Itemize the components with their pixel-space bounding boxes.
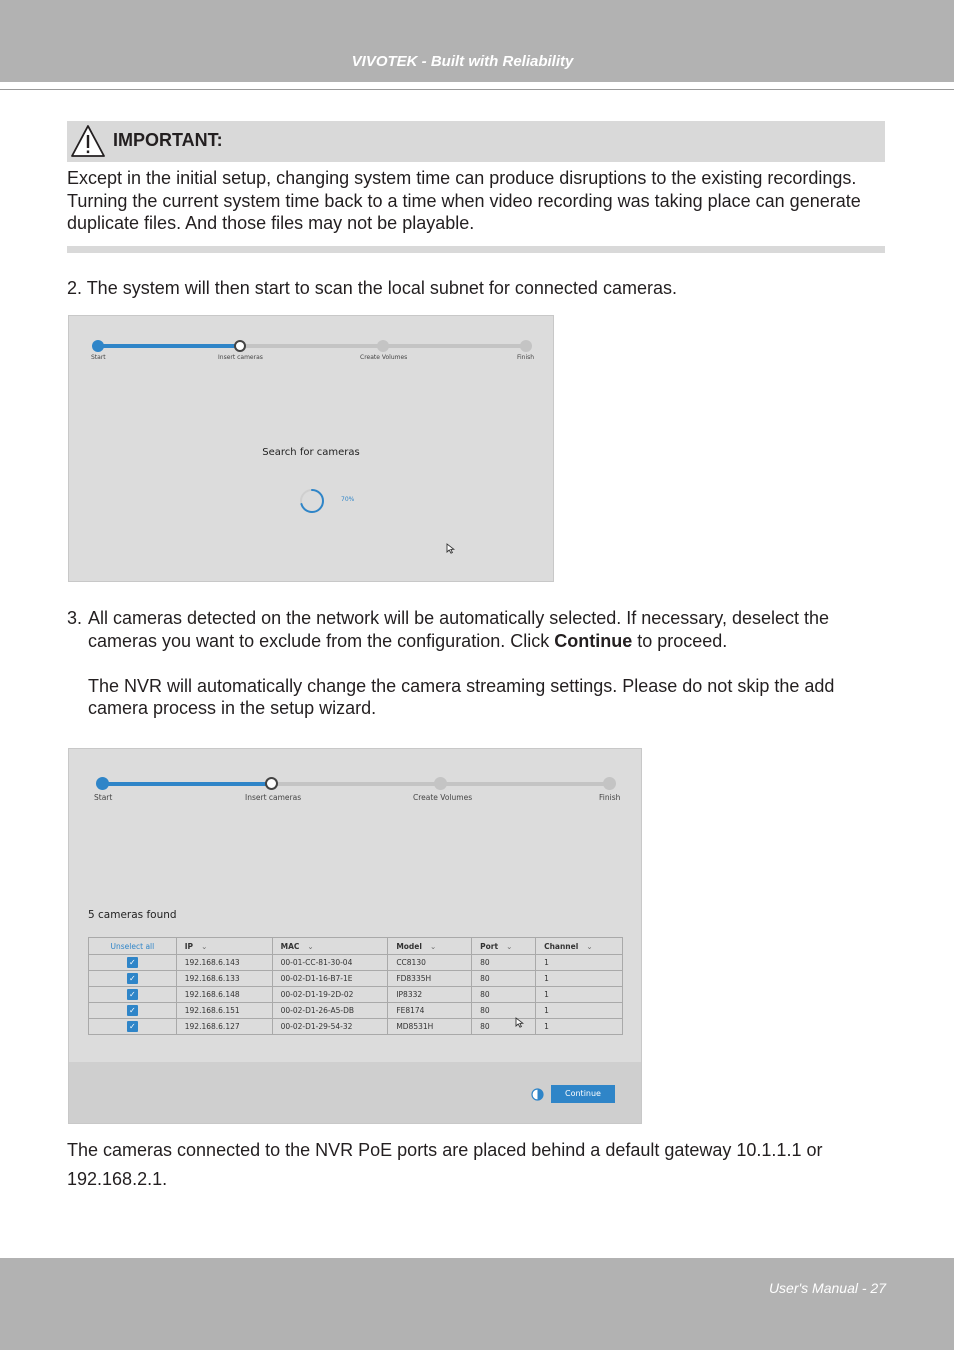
step-label-finish: Finish [599, 793, 621, 802]
table-row [89, 1003, 623, 1019]
step-3-line-1: All cameras detected on the network will be automatically selected. If necessary, deselect the [88, 608, 830, 628]
cell-ip: 192.168.6.148 [176, 987, 272, 1003]
step-dot-finish [520, 340, 532, 352]
column-header-port-label: Port [480, 941, 499, 951]
row-select-cell [89, 1019, 177, 1035]
cell-port: 80 [472, 1003, 536, 1019]
row-select-cell [89, 987, 177, 1003]
warning-icon [70, 123, 106, 159]
cell-mac: 00-01-CC-81-30-04 [272, 955, 388, 971]
table-header-row [89, 938, 623, 955]
chevron-down-icon: ⌄ [307, 941, 314, 951]
step-dot-finish [603, 777, 616, 790]
table-row [89, 955, 623, 971]
step-3-note-line-2: camera process in the setup wizard. [88, 698, 377, 718]
column-header-channel[interactable] [536, 938, 623, 955]
wizard-progress [96, 344, 239, 348]
step-dot-insert-cameras [234, 340, 246, 352]
cell-channel: 1 [536, 1003, 623, 1019]
cell-port: 80 [472, 1019, 536, 1035]
table-row [89, 971, 623, 987]
step-dot-start [92, 340, 104, 352]
mouse-cursor-icon [446, 543, 456, 554]
important-text: Except in the initial setup, changing system time can produce disruptions to the existing recordings. Turning the current system time back to a time when video recording was taking place can generate duplicate files. And those files may not be playable. [67, 168, 861, 233]
unselect-all-link[interactable]: Unselect all [89, 938, 177, 955]
search-cameras-label: Search for cameras [262, 447, 360, 458]
continue-button[interactable]: Continue [551, 1085, 615, 1103]
step-label-insert-cameras: Insert cameras [218, 354, 263, 361]
cell-ip: 192.168.6.151 [176, 1003, 272, 1019]
cell-mac: 00-02-D1-26-A5-DB [272, 1003, 388, 1019]
column-header-channel-label: Channel [544, 941, 579, 951]
important-end-bar [67, 246, 885, 253]
chevron-down-icon: ⌄ [429, 941, 437, 951]
chevron-down-icon: ⌄ [201, 941, 208, 951]
screenshot-cameras-found [68, 748, 642, 1124]
cell-channel: 1 [536, 1019, 623, 1035]
cell-channel: 1 [536, 987, 623, 1003]
step-dot-create-volumes [434, 777, 447, 790]
wizard-progress [102, 782, 271, 786]
cell-channel: 1 [536, 955, 623, 971]
checkbox-checked-icon[interactable]: ✓ [127, 957, 138, 968]
header-title: VIVOTEK - Built with Reliability [351, 53, 574, 70]
closing-line-2: 192.168.2.1. [67, 1169, 168, 1189]
column-header-ip[interactable] [176, 938, 272, 955]
checkbox-checked-icon[interactable]: ✓ [127, 1005, 138, 1016]
cell-model: IP8332 [388, 987, 472, 1003]
step-dot-create-volumes [377, 340, 389, 352]
checkbox-checked-icon[interactable]: ✓ [127, 989, 138, 1000]
important-label: IMPORTANT: [113, 130, 223, 150]
cell-model: FD8335H [388, 971, 472, 987]
step-label-start: Start [94, 793, 113, 802]
step-label-create-volumes: Create Volumes [413, 793, 473, 802]
table-row [89, 1019, 623, 1035]
step-3-note-line-1: The NVR will automatically change the camera streaming settings. Please do not skip the add [88, 676, 835, 696]
step-dot-insert-cameras [265, 777, 278, 790]
cell-model: CC8130 [388, 955, 472, 971]
column-header-port[interactable] [472, 938, 536, 955]
cell-mac: 00-02-D1-29-54-32 [272, 1019, 388, 1035]
chevron-down-icon: ⌄ [586, 941, 593, 951]
cell-mac: 00-02-D1-16-B7-1E [272, 971, 388, 987]
mouse-cursor-icon [515, 1017, 525, 1028]
table-row [89, 987, 623, 1003]
cell-mac: 00-02-D1-19-2D-02 [272, 987, 388, 1003]
step-3-line-2 [88, 630, 888, 653]
cameras-found-label: 5 cameras found [88, 909, 177, 921]
cell-ip: 192.168.6.127 [176, 1019, 272, 1035]
step-dot-start [96, 777, 109, 790]
step-3-continue-emphasis: Continue [554, 631, 633, 651]
step-label-start: Start [91, 354, 106, 361]
column-header-mac-label: MAC [280, 941, 300, 951]
step-3-line-2-post: to proceed. [632, 631, 728, 651]
column-header-ip-label: IP [184, 941, 194, 951]
row-select-cell [89, 955, 177, 971]
loading-spinner-icon [298, 487, 326, 515]
cell-port: 80 [472, 971, 536, 987]
column-header-model[interactable] [388, 938, 472, 955]
header-rule [0, 89, 954, 90]
checkbox-checked-icon[interactable]: ✓ [127, 1021, 138, 1032]
footer-page-label: User's Manual - 27 [768, 1280, 886, 1296]
camera-table [88, 937, 623, 1035]
cell-ip: 192.168.6.133 [176, 971, 272, 987]
cell-model: FE8174 [388, 1003, 472, 1019]
column-header-model-label: Model [396, 941, 422, 951]
step-3-line-2-pre: cameras you want to exclude from the configuration. Click [88, 631, 555, 651]
step-3-number: 3. [67, 608, 83, 628]
cell-ip: 192.168.6.143 [176, 955, 272, 971]
cell-port: 80 [472, 955, 536, 971]
search-progress-percent: 70% [341, 496, 355, 503]
row-select-cell [89, 971, 177, 987]
contrast-toggle-icon[interactable] [531, 1088, 544, 1101]
row-select-cell [89, 1003, 177, 1019]
checkbox-checked-icon[interactable]: ✓ [127, 973, 138, 984]
step-2-text: 2. The system will then start to scan the local subnet for connected cameras. [67, 278, 677, 298]
screenshot-search-cameras [68, 315, 554, 582]
important-bar [67, 121, 885, 162]
page-footer [0, 1258, 954, 1350]
step-label-finish: Finish [517, 354, 535, 361]
page-header [0, 0, 954, 82]
closing-line-1: The cameras connected to the NVR PoE ports are placed behind a default gateway 10.1.1.1 or [67, 1140, 823, 1160]
cell-channel: 1 [536, 971, 623, 987]
step-label-insert-cameras: Insert cameras [245, 793, 302, 802]
chevron-down-icon: ⌄ [506, 941, 513, 951]
column-header-mac[interactable] [272, 938, 388, 955]
cell-model: MD8531H [388, 1019, 472, 1035]
step-label-create-volumes: Create Volumes [360, 354, 408, 361]
closing-text [67, 1136, 897, 1194]
cell-port: 80 [472, 987, 536, 1003]
